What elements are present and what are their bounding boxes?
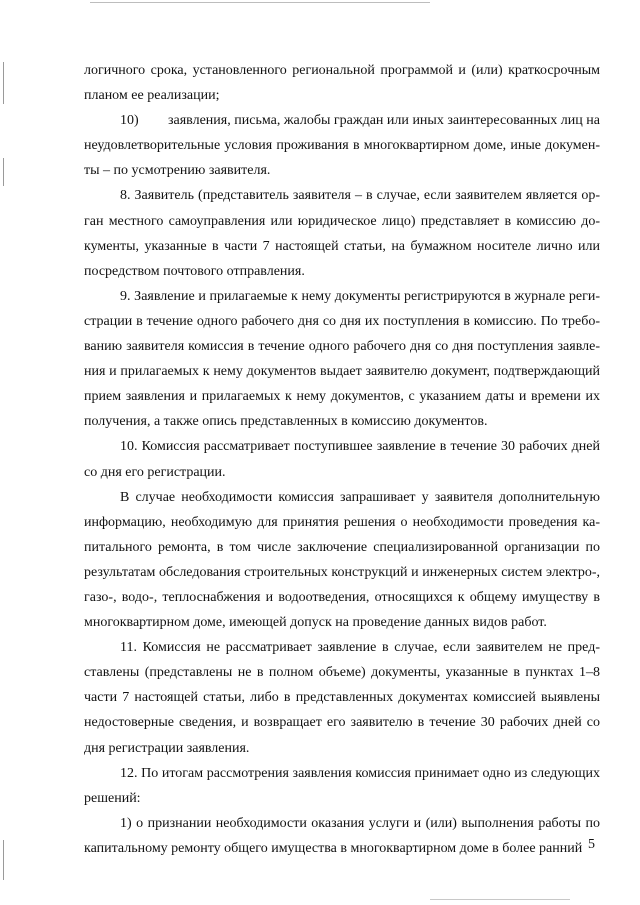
scan-edge-left xyxy=(3,158,4,186)
paragraph-10: 10. Комиссия рассматривает поступившее заявление в течение 30 рабочих дней со дня его регистрации. xyxy=(84,439,600,480)
paragraph-11: 11. Комиссия не рассматривает заявление в случае, если заявителем не представлены (представлены не в полном объеме) документы, указанные в пунктах 1–8 части 7 настоящей статьи, либо в представленных документах комиссией выявлены недостоверные сведения, и возвращает его заявителю в течение 30 рабочих дней со дня регистрации заявления. xyxy=(84,640,600,756)
scan-edge-left xyxy=(3,62,4,104)
paragraph-10-additional: В случае необходимости комиссия запрашивает у заявителя дополнительную информацию, необходимую для принятия решения о необходимости проведения капитального ремонта, в том числе заключение специализированной организации по результатам обследования строительных конструкций и инженерных систем электро-, газо-, водо-, теплоснабжения и водоотведения, относящихся к общему имуществу в многоквартирном доме, имеющей допуск на проведение данных видов работ. xyxy=(84,489,600,631)
document-body xyxy=(84,58,600,861)
paragraph-item-10 xyxy=(84,108,600,183)
paragraph-12: 12. По итогам рассмотрения заявления комиссия принимает одно из следующих решений: xyxy=(84,765,600,806)
scan-edge-top xyxy=(90,2,430,3)
item-text: заявления, письма, жалобы граждан или иных заинтересованных лиц на неудовлетворительные условия проживания в многоквартирном доме, иные документы – по усмотрению заявителя. xyxy=(84,113,600,179)
item-number: 10) xyxy=(120,113,139,129)
scan-edge-bottom xyxy=(430,899,570,900)
paragraph-8: 8. Заявитель (представитель заявителя – в случае, если заявителем является орган местного самоуправления или юридическое лицо) представляет в комиссию документы, указанные в части 7 настоящей статьи, на бумажном носителе лично или посредством почтового отправления. xyxy=(84,188,600,279)
paragraph-continuation: логичного срока, установленного региональной программой и (или) краткосрочным планом ее реализации; xyxy=(84,63,600,104)
paragraph-12-item-1: 1) о признании необходимости оказания услуги и (или) выполнения работы по капитальному ремонту общего имущества в многоквартирном доме в более ранний xyxy=(84,815,600,856)
scan-edge-left xyxy=(3,840,4,880)
page-number: 5 xyxy=(588,837,595,852)
paragraph-9: 9. Заявление и прилагаемые к нему документы регистрируются в журнале регистрации в течение одного рабочего дня со дня их поступления в комиссию. По требованию заявителя комиссия в течение одного рабочего дня со дня поступления заявления и прилагаемых к нему документов выдает заявителю документ, подтверждающий прием заявления и прилагаемых к нему документов, с указанием даты и времени их получения, а также опись представленных в комиссию документов. xyxy=(84,288,600,430)
